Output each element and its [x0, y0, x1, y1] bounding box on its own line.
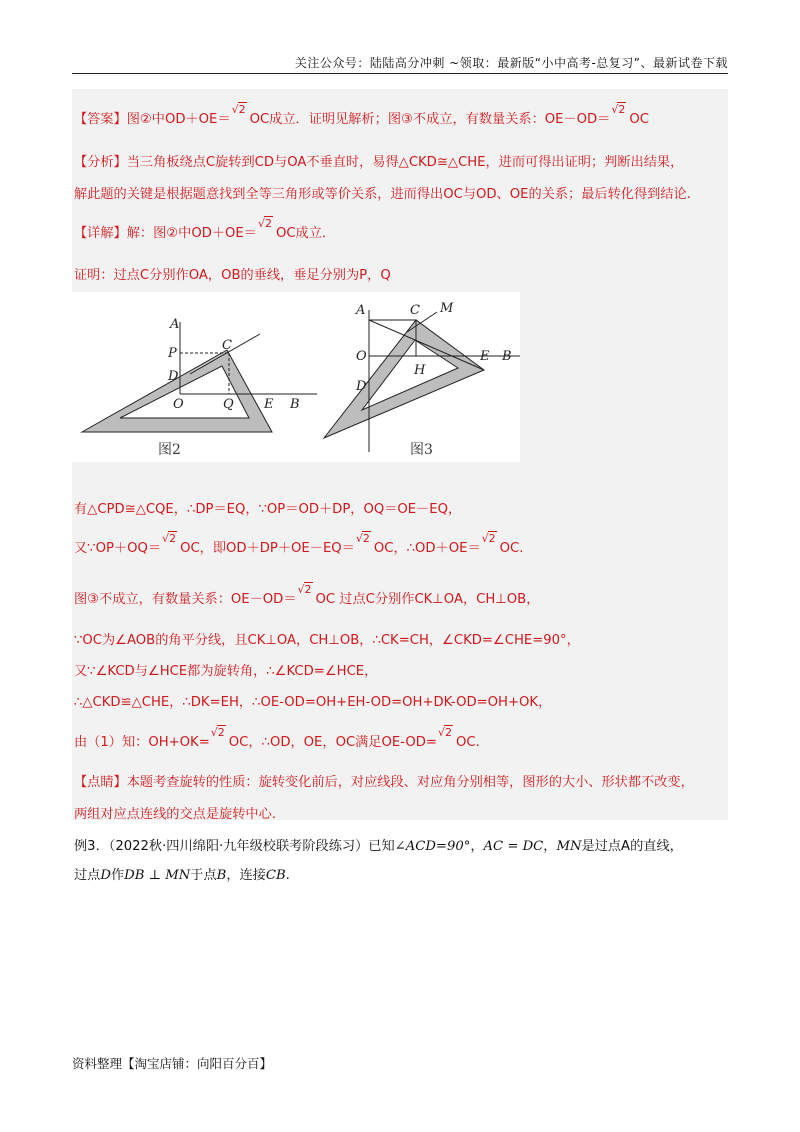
math-point: B — [216, 868, 227, 883]
example-text: 是过点A的直线， — [581, 839, 683, 854]
analysis-label: 【分析】 — [74, 155, 127, 170]
label-H: H — [414, 363, 426, 378]
comment-label: 【点睛】 — [74, 775, 127, 790]
label-P: P — [168, 346, 177, 361]
page-footer: 资料整理【淘宝店铺：向阳百分百】 — [72, 1056, 273, 1071]
label-E: E — [480, 349, 490, 364]
answer-label: 【答案】 — [74, 112, 127, 127]
example-text: ， — [470, 839, 484, 854]
step-7c: OC. — [455, 735, 480, 750]
sqrt-2: √2 — [481, 532, 496, 545]
page-header: 关注公众号：陆陆高分冲刺 ~领取：最新版“小中高考-总复习”、最新试卷下载 — [294, 56, 728, 70]
example-line-2 — [74, 864, 290, 883]
math-perp: DB ⊥ MN — [124, 868, 191, 883]
example-text: 过点 — [74, 868, 101, 883]
step-5: 又∵∠KCD与∠HCE都为旋转角，∴∠KCD=∠HCE， — [74, 664, 378, 679]
sqrt-2: √2 — [297, 583, 312, 596]
step-7a: 由（1）知：OH+OK= — [74, 735, 210, 750]
sqrt-2: √2 — [210, 726, 225, 739]
step-2b: OC，即OD＋DP＋OE－EQ＝ — [180, 541, 355, 556]
proof-intro: 证明：过点C分别作OA，OB的垂线，垂足分别为P，Q — [74, 268, 391, 283]
step-7b: OC，∴OD，OE，OC满足OE-OD= — [228, 735, 437, 750]
sqrt-2: √2 — [355, 532, 370, 545]
analysis-line-2: 解此题的关键是根据题意找到全等三角形或等价关系，进而得出OC与OD、OE的关系；最后转化得到结论. — [74, 187, 691, 202]
math-equal: AC = DC — [483, 839, 544, 854]
math-line: MN — [556, 839, 582, 854]
label-D: D — [168, 369, 179, 384]
math-angle: ∠ACD=90° — [394, 839, 471, 854]
answer-text-a: 图②中OD＋OE＝ — [126, 112, 231, 127]
step-2a: 又∵OP＋OQ＝ — [74, 541, 162, 556]
label-B: B — [290, 397, 300, 412]
label-B: B — [502, 349, 512, 364]
example-text: 例3．（2022秋·四川绵阳·九年级校联考阶段练习）已知 — [74, 839, 395, 854]
label-D: D — [356, 379, 367, 394]
answer-line — [74, 103, 649, 127]
step-2c: OC，∴OD＋OE＝ — [373, 541, 481, 556]
figure-3-caption: 图3 — [410, 442, 433, 458]
sqrt-2: √2 — [437, 726, 452, 739]
example-text: ， — [543, 839, 557, 854]
example-line-1 — [74, 835, 683, 854]
detail-label: 【详解】 — [74, 226, 127, 241]
example-text: ，连接 — [226, 868, 266, 883]
label-O: O — [356, 349, 367, 364]
answer-text-c: OC — [629, 112, 649, 127]
example-text: 于点 — [190, 868, 217, 883]
label-E: E — [264, 397, 274, 412]
comment-line-2: 两组对应点连线的交点是旋转中心. — [74, 807, 277, 822]
sqrt-2: √2 — [611, 103, 626, 116]
sqrt-2: √2 — [231, 103, 246, 116]
sqrt-2: √2 — [162, 532, 177, 545]
example-text: 作 — [110, 868, 125, 883]
analysis-line-1 — [74, 151, 683, 170]
header-rule — [72, 73, 728, 74]
figure-panel — [72, 292, 520, 462]
math-point: D — [100, 868, 111, 883]
analysis-text-1: 当三角板绕点C旋转到CD与OA不垂直时，易得△CKD≅△CHE，进而可得出证明；判断出结果， — [126, 155, 684, 170]
step-2 — [74, 532, 524, 556]
detail-text-b: OC成立． — [275, 226, 336, 241]
step-1: 有△CPD≅△CQE，∴DP＝EQ，∵OP＝OD＋DP，OQ＝OE－EQ， — [74, 502, 462, 517]
step-2d: OC. — [499, 541, 524, 556]
detail-text-a: 解：图②中OD＋OE＝ — [126, 226, 257, 241]
label-A: A — [356, 303, 366, 318]
step-3b: OC 过点C分别作CK⊥OA，CH⊥OB， — [315, 592, 540, 607]
comment-line-1 — [74, 771, 694, 790]
math-segment: CB — [265, 868, 286, 883]
step-6: ∴△CKD≌△CHE，∴DK=EH，∴OE-OD=OH+EH-OD=OH+DK-OD=OH+OK， — [74, 695, 552, 710]
label-M: M — [440, 301, 454, 316]
step-3a: 图③不成立，有数量关系：OE－OD＝ — [74, 592, 297, 607]
step-4: ∵OC为∠AOB的角平分线，且CK⊥OA，CH⊥OB，∴CK=CH，∠CKD=∠CHE=90°， — [74, 633, 580, 648]
geometry-figures — [72, 292, 520, 462]
detail-line — [74, 217, 336, 241]
label-C: C — [222, 338, 232, 353]
label-O: O — [173, 397, 184, 412]
label-C: C — [410, 303, 420, 318]
label-A: A — [170, 317, 180, 332]
example-text: . — [285, 868, 290, 883]
answer-text-b: OC成立．证明见解析；图③不成立，有数量关系：OE－OD＝ — [249, 112, 611, 127]
step-7 — [74, 726, 480, 750]
figure-2-caption: 图2 — [158, 442, 181, 458]
label-Q: Q — [223, 397, 234, 412]
comment-text-1: 本题考查旋转的性质：旋转变化前后，对应线段、对应角分别相等，图形的大小、形状都不改变， — [126, 775, 694, 790]
step-3 — [74, 583, 540, 607]
sqrt-2: √2 — [257, 217, 272, 230]
